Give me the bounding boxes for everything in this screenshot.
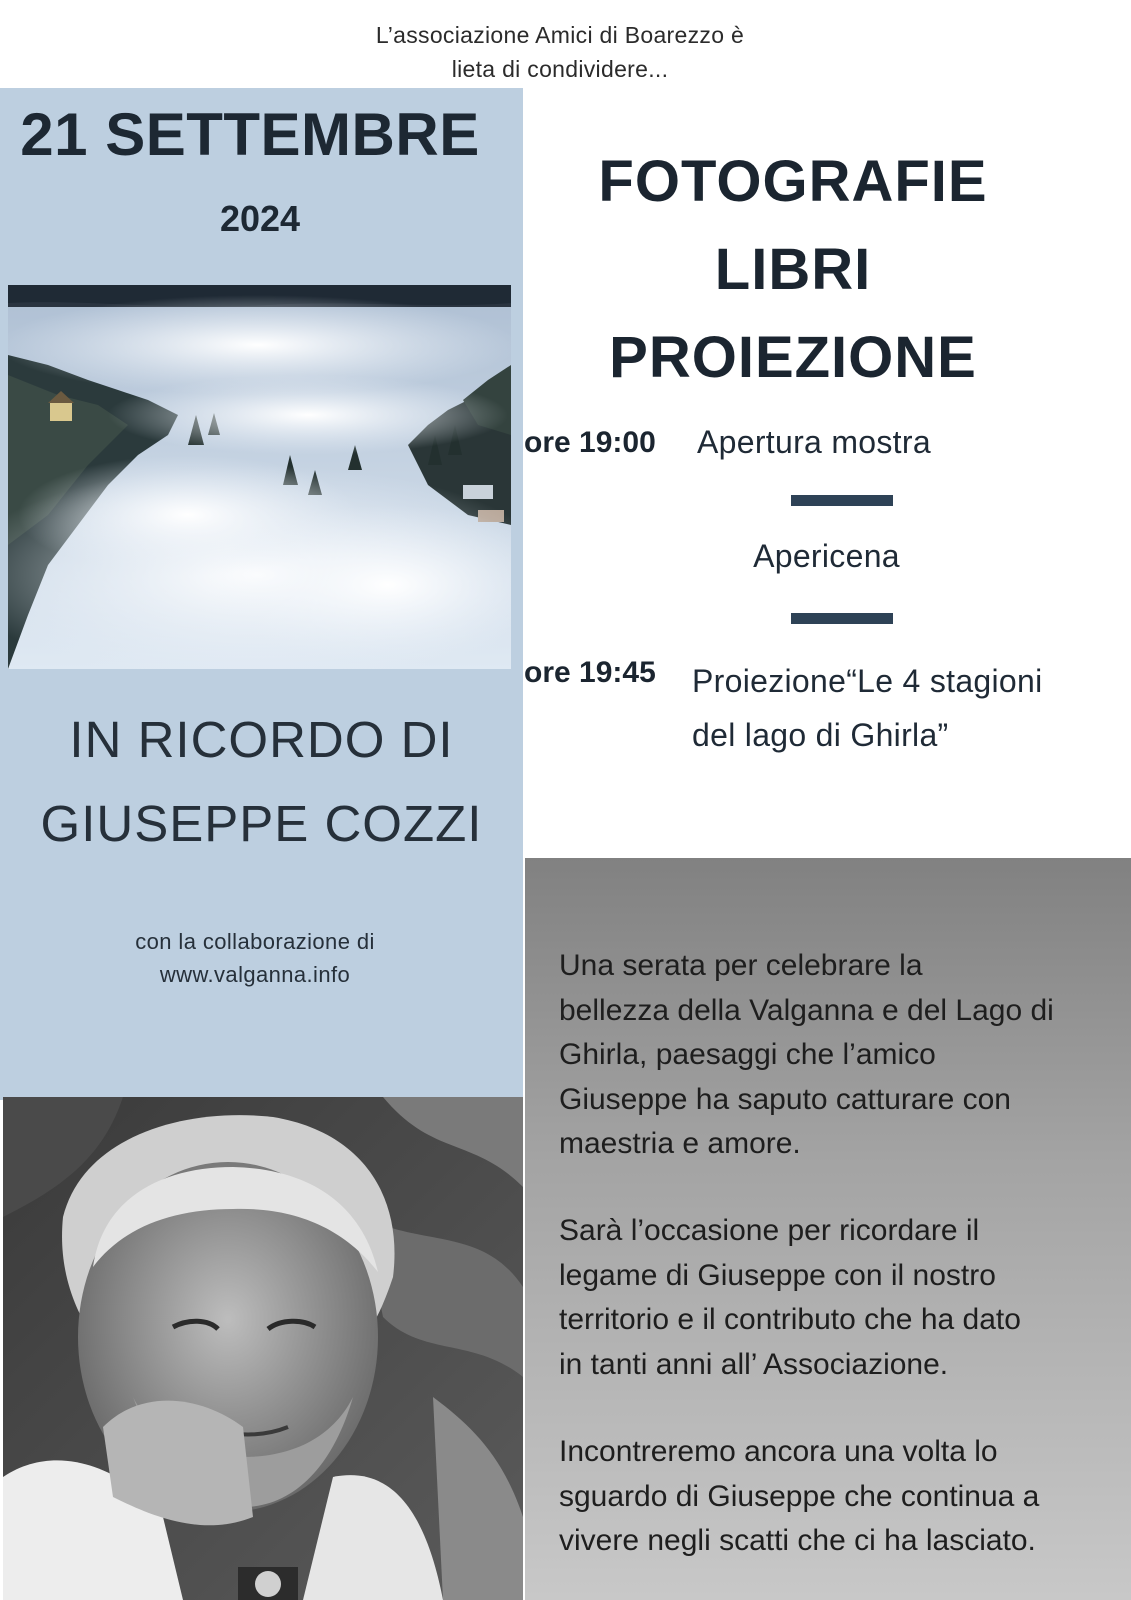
p1-line: bellezza della Valganna e del Lago di: [559, 993, 1054, 1027]
p3-line: sguardo di Giuseppe che continua a: [559, 1479, 1040, 1513]
event3-label-line-1: Proiezione“Le 4 stagioni: [692, 663, 1043, 699]
divider-2: [791, 613, 893, 624]
p2-line: legame di Giuseppe con il nostro: [559, 1258, 996, 1292]
event1-label: Apertura mostra: [697, 424, 931, 460]
intro-text: [280, 18, 840, 86]
portrait-photo: [3, 1097, 523, 1600]
description-paragraph-2: [559, 1209, 1119, 1387]
divider-1: [791, 495, 893, 506]
event2-label: Apericena: [753, 538, 900, 574]
description-paragraph-3: [559, 1430, 1119, 1564]
event3-label: [692, 654, 1043, 762]
collaboration-website: www.valganna.info: [159, 962, 351, 987]
p2-line: in tanti anni all’ Associazione.: [559, 1347, 949, 1381]
p1-line: Una serata per celebrare la: [559, 949, 923, 982]
p1-line: Ghirla, paesaggi che l’amico: [559, 1038, 936, 1071]
event1-time: ore 19:00: [524, 426, 656, 459]
event3-time: ore 19:45: [524, 656, 656, 689]
intro-line-1: L’associazione Amici di Boarezzo è: [375, 22, 745, 48]
event-year: 2024: [219, 198, 301, 239]
collaboration-note: [60, 925, 450, 991]
p1-line: maestria e amore.: [559, 1127, 801, 1160]
p3-line: Incontreremo ancora una volta lo: [559, 1435, 998, 1468]
event-date: 21 SETTEMBRE: [20, 101, 480, 168]
memorial-title: [0, 698, 523, 866]
p2-line: territorio e il contributo che ha dato: [559, 1303, 1021, 1336]
p2-line: Sarà l’occasione per ricordare il: [559, 1214, 980, 1247]
fog-valley-photo: [8, 285, 511, 669]
headline-photos: FOTOGRAFIE: [598, 149, 988, 214]
event3-label-line-2: del lago di Ghirla”: [692, 717, 949, 753]
headline-projection: PROIEZIONE: [609, 325, 977, 390]
memorial-name: GIUSEPPE COZZI: [40, 795, 483, 852]
p3-line: vivere negli scatti che ci ha lasciato.: [559, 1524, 1036, 1557]
event-headline: [523, 138, 1063, 402]
intro-line-2: lieta di condividere...: [451, 56, 669, 82]
memorial-line-1: IN RICORDO DI: [69, 711, 454, 768]
p1-line: Giuseppe ha saputo catturare con: [559, 1082, 1011, 1116]
collaboration-label: con la collaborazione di: [135, 929, 375, 954]
description-paragraph-1: [559, 944, 1119, 1167]
headline-books: LIBRI: [714, 237, 872, 302]
